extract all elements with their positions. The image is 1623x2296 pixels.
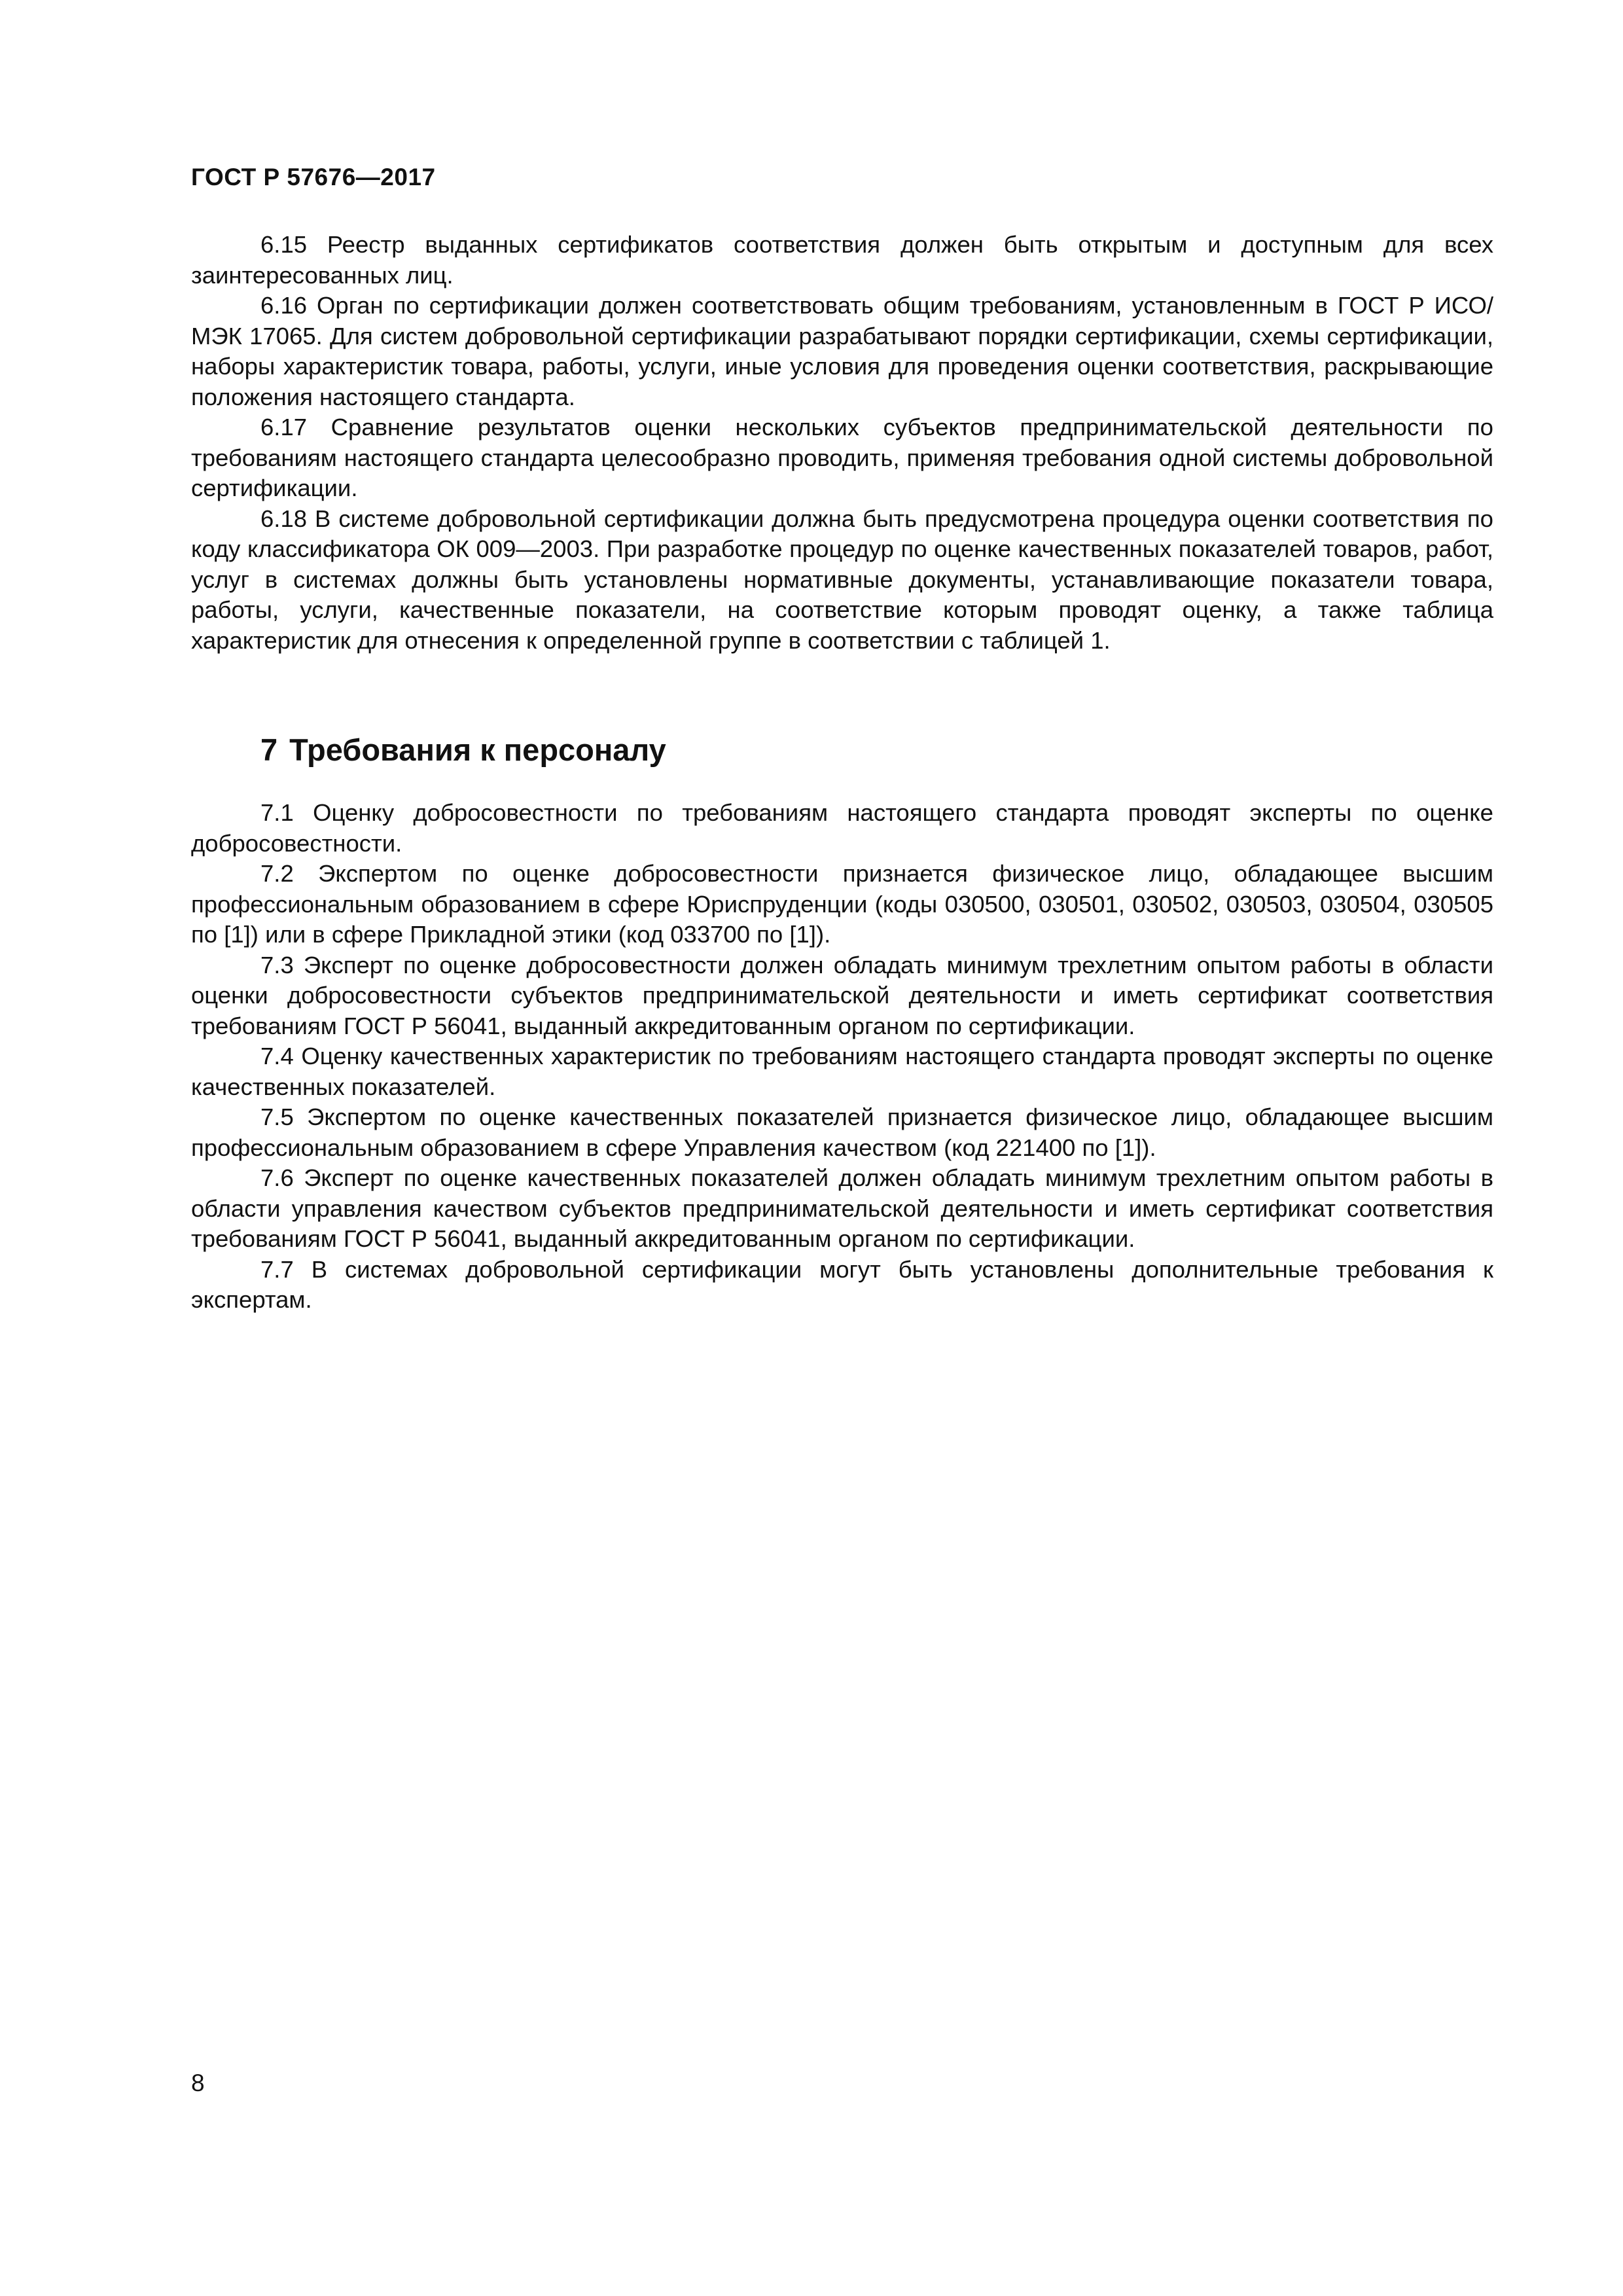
paragraph-7-7 (191, 1255, 1493, 1316)
paragraph-number: 7.6 (260, 1164, 294, 1191)
page-number: 8 (191, 2070, 205, 2096)
paragraph-text: Орган по сертификации должен соответствовать общим требованиям, установленным в ГОСТ Р ИСО/МЭК 17065. Для систем добровольной сертификации разрабатывают порядки сертификации, схемы сертификации, наборы характеристик товара, работы, услуги, иные условия для проведения оценки соответствия, раскрывающие положения настоящего стандарта. (191, 292, 1493, 410)
section-6-body (191, 230, 1493, 656)
section-7-heading (260, 732, 666, 768)
paragraph-number: 7.1 (260, 799, 294, 826)
paragraph-text: Эксперт по оценке качественных показателей должен обладать минимум трехлетним опытом работы в области управления качеством субъектов предпринимательской деятельности и иметь сертификат соответствия требованиям ГОСТ Р 56041, выданный аккредитованным органом по сертификации. (191, 1164, 1493, 1252)
paragraph-text: Экспертом по оценке качественных показателей признается физическое лицо, обладающее высшим профессиональным образованием в сфере Управления качеством (код 221400 по [1]). (191, 1103, 1493, 1161)
paragraph-text: Сравнение результатов оценки нескольких субъектов предпринимательской деятельности по требованиям настоящего стандарта целесообразно проводить, применяя требования одной системы добровольной сертификации. (191, 414, 1493, 501)
paragraph-text: Реестр выданных сертификатов соответствия должен быть открытым и доступным для всех заинтересованных лиц. (191, 231, 1493, 289)
document-id-header: ГОСТ Р 57676—2017 (191, 164, 436, 190)
paragraph-number: 6.15 (260, 231, 308, 258)
paragraph-text: В системе добровольной сертификации должна быть предусмотрена процедура оценки соответствия по коду классификатора ОК 009—2003. При разработке процедур по оценке качественных показателей товаров, работ, услуг в системах должны быть установлены нормативные документы, устанавливающие показатели товара, работы, услуги, качественные показатели, на соответствие которым проводят оценку, а также таблица характеристик для отнесения к определенной группе в соответствии с таблицей 1. (191, 505, 1493, 654)
paragraph-number: 6.18 (260, 505, 308, 532)
paragraph-7-2 (191, 859, 1493, 950)
paragraph-7-1 (191, 798, 1493, 859)
paragraph-text: Оценку качественных характеристик по требованиям настоящего стандарта проводят эксперты по оценке качественных показателей. (191, 1043, 1493, 1100)
paragraph-text: В системах добровольной сертификации могут быть установлены дополнительные требования к экспертам. (191, 1255, 1493, 1313)
section-number: 7 (260, 732, 278, 767)
paragraph-text: Эксперт по оценке добросовестности должен обладать минимум трехлетним опытом работы в области оценки добросовестности субъектов предпринимательской деятельности и иметь сертификат соответствия требованиям ГОСТ Р 56041, выданный аккредитованным органом по сертификации. (191, 951, 1493, 1039)
paragraph-number: 7.7 (260, 1255, 294, 1283)
paragraph-number: 6.16 (260, 292, 308, 319)
section-7-body (191, 798, 1493, 1316)
paragraph-number: 7.4 (260, 1043, 294, 1069)
paragraph-number: 7.3 (260, 951, 294, 978)
paragraph-text: Оценку добросовестности по требованиям настоящего стандарта проводят эксперты по оценке добросовестности. (191, 799, 1493, 857)
paragraph-number: 6.17 (260, 414, 308, 440)
paragraph-7-5 (191, 1102, 1493, 1163)
paragraph-number: 7.2 (260, 860, 294, 887)
section-title-text: Требования к персоналу (289, 732, 666, 767)
paragraph-6-16 (191, 291, 1493, 412)
paragraph-7-6 (191, 1163, 1493, 1255)
paragraph-7-3 (191, 950, 1493, 1042)
paragraph-6-15 (191, 230, 1493, 291)
paragraph-text: Экспертом по оценке добросовестности признается физическое лицо, обладающее высшим профессиональным образованием в сфере Юриспруденции (коды 030500, 030501, 030502, 030503, 030504, 030505 по [1]) или в сфере Прикладной этики (код 033700 по [1]). (191, 860, 1493, 948)
paragraph-number: 7.5 (260, 1103, 294, 1130)
paragraph-6-18 (191, 504, 1493, 656)
paragraph-7-4 (191, 1041, 1493, 1102)
paragraph-6-17 (191, 412, 1493, 504)
